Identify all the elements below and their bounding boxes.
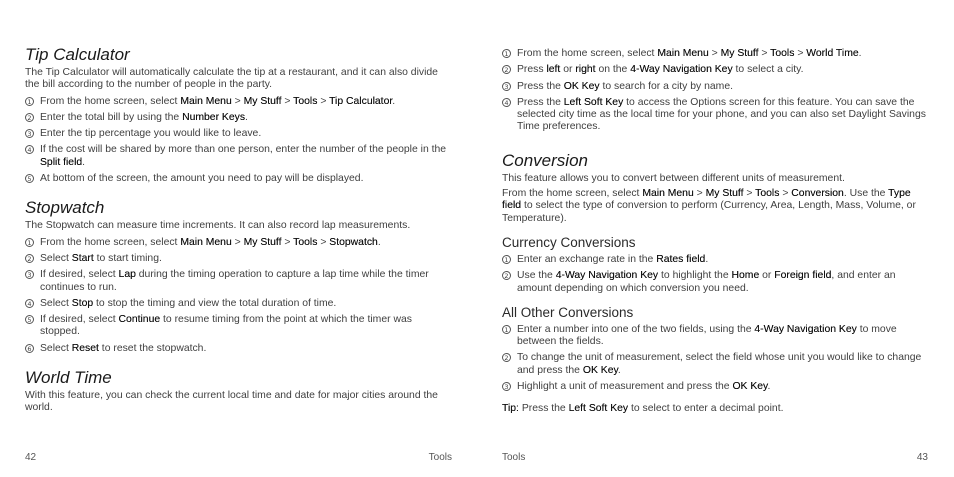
text-run: Press the <box>517 80 564 92</box>
page-number-left: 42 <box>25 452 37 463</box>
step-number-icon: 6 <box>25 344 34 353</box>
footer-section-left: Tools <box>428 452 452 463</box>
text-run: Select <box>40 342 72 354</box>
step-number-icon: 4 <box>502 98 511 107</box>
key-term: Main Menu <box>180 236 232 248</box>
step-item <box>25 298 453 310</box>
key-term: Tools <box>755 188 780 200</box>
text-run: > <box>281 236 294 248</box>
text-run: If desired, select <box>40 314 119 326</box>
key-term: Rates field <box>656 253 706 265</box>
step-number-icon: 2 <box>502 353 511 362</box>
text-run: > <box>743 188 756 200</box>
key-term: My Stuff <box>720 48 759 59</box>
currency-conversions-heading: Currency Conversions <box>502 234 636 250</box>
text-run: From the home screen, select <box>40 236 181 248</box>
text-run: > <box>708 48 721 59</box>
step-item <box>502 48 930 60</box>
key-term: right <box>575 64 596 76</box>
text-run: to access the Options screen for this feature. You can save the selected city time as the local time for your phone, and you can also set Daylight Savings Time preferences. <box>517 96 926 133</box>
text-run: If desired, select <box>40 269 119 281</box>
key-term: Tools <box>293 236 318 248</box>
text-run: Use the <box>517 270 556 282</box>
text-run: > <box>693 188 706 200</box>
tip-text <box>519 403 784 414</box>
step-item <box>502 81 930 93</box>
text-run: > <box>779 188 792 200</box>
step-number-icon: 1 <box>25 238 34 247</box>
key-term: Tip Calculator <box>329 95 393 107</box>
key-term: 4-Way Navigation Key <box>555 270 659 282</box>
step-number-icon: 1 <box>502 49 511 58</box>
text-run: to move between the fields. <box>517 323 897 348</box>
text-run: > <box>794 48 807 59</box>
text-run: during the timing operation to capture a lap time while the timer continues to run. <box>40 269 429 293</box>
key-term: Split field <box>40 156 83 168</box>
text-run: to stop the timing and view the total duration of time. <box>93 297 337 309</box>
text-run: > <box>317 95 330 107</box>
step-number-icon: 3 <box>25 270 34 279</box>
left-page <box>25 0 453 477</box>
key-term: left <box>546 64 561 76</box>
text-run: . Use the <box>843 188 889 200</box>
footer-section-right: Tools <box>502 452 526 463</box>
text-run: If the cost will be shared by more than one person, enter the number of the people in the <box>40 144 447 156</box>
step-item <box>25 343 453 355</box>
key-term: OK Key <box>563 80 600 92</box>
key-term: Lap <box>118 269 136 281</box>
text-run: Press <box>517 64 547 76</box>
key-term: Tools <box>770 48 795 59</box>
step-number-icon: 1 <box>25 97 34 106</box>
step-item <box>502 270 930 295</box>
key-term: 4-Way Navigation Key <box>754 323 857 335</box>
text-run: . <box>377 236 381 248</box>
world-time-heading: World Time <box>25 368 112 388</box>
page-number-right: 43 <box>916 452 928 463</box>
step-item <box>25 253 453 265</box>
key-term: My Stuff <box>705 188 744 200</box>
step-number-icon: 3 <box>502 82 511 91</box>
right-page <box>502 0 930 477</box>
conversion-instructions <box>502 188 930 225</box>
text-run: to resume timing from the point at which the timer was stopped. <box>40 314 412 338</box>
text-run: From the home screen, select <box>517 48 658 59</box>
step-number-icon: 4 <box>25 145 34 154</box>
text-run: Select <box>40 252 72 264</box>
step-item <box>25 112 453 124</box>
step-item <box>25 269 453 294</box>
text-run: . <box>82 156 86 168</box>
text-run: , and enter an amount depending on which conversion you need. <box>517 270 896 294</box>
step-item <box>502 97 930 134</box>
text-run: . <box>617 364 621 376</box>
text-run: Press the <box>518 403 569 415</box>
step-number-icon: 4 <box>25 299 34 308</box>
currency-conversions-steps <box>502 254 930 295</box>
tip-label: Tip: <box>502 403 519 415</box>
step-item <box>25 237 453 249</box>
text-run: > <box>281 95 294 107</box>
step-item <box>25 314 453 339</box>
text-run: Enter the total bill by using the <box>40 111 183 123</box>
text-run: to start timing. <box>93 252 162 264</box>
step-number-icon: 5 <box>25 174 34 183</box>
text-run: to select the type of conversion to perform (Currency, Area, Length, Mass, Volume, or Temperature). <box>502 200 916 224</box>
all-other-conversions-steps <box>502 324 930 393</box>
key-term: OK Key <box>732 381 768 393</box>
key-term: Foreign field <box>774 270 832 282</box>
key-term: Number Keys <box>182 111 246 123</box>
key-term: Conversion <box>791 188 844 200</box>
text-run: or <box>759 270 775 282</box>
right-column <box>502 48 930 416</box>
text-run: Select <box>40 297 72 309</box>
key-term: Home <box>731 270 760 282</box>
text-run: to select to enter a decimal point. <box>628 403 784 415</box>
key-term: Main Menu <box>642 188 694 200</box>
text-run: Press the <box>517 96 564 108</box>
text-run: to search for a city by name. <box>599 80 733 92</box>
world-time-intro: With this feature, you can check the current local time and date for major cities around the world. <box>25 390 438 414</box>
key-term: Main Menu <box>180 95 232 107</box>
world-time-steps <box>502 48 930 134</box>
step-number-icon: 2 <box>25 254 34 263</box>
text-run: From the home screen, select <box>40 95 181 107</box>
tip-calculator-steps <box>25 96 453 186</box>
step-item <box>25 144 453 169</box>
text-run: Highlight a unit of measurement and press the <box>517 381 733 393</box>
text-run: to highlight the <box>658 270 732 282</box>
key-term: Left Soft Key <box>568 403 629 415</box>
key-term: Stop <box>71 297 94 309</box>
step-number-icon: 3 <box>502 382 511 391</box>
key-term: Type field <box>502 188 911 212</box>
key-term: OK Key <box>582 364 618 376</box>
tip-calculator-intro: The Tip Calculator will automatically calculate the tip at a restaurant, and it can also divide the bill according to the number of people in the party. <box>25 67 438 91</box>
text-run: At bottom of the screen, the amount you need to pay will be displayed. <box>40 173 364 185</box>
text-run: > <box>317 236 330 248</box>
text-run: Enter an exchange rate in the <box>517 253 657 265</box>
left-column <box>25 45 453 415</box>
stopwatch-steps <box>25 237 453 355</box>
step-number-icon: 3 <box>25 129 34 138</box>
step-number-icon: 1 <box>502 325 511 334</box>
text-run: To change the unit of measurement, select the field whose unit you would like to change and press the <box>517 352 922 376</box>
text-run: . <box>392 95 396 107</box>
step-number-icon: 2 <box>502 65 511 74</box>
step-number-icon: 1 <box>502 255 511 264</box>
stopwatch-heading: Stopwatch <box>25 198 105 218</box>
key-term: Left Soft Key <box>563 96 624 108</box>
step-item <box>502 352 930 377</box>
key-term: World Time <box>806 48 859 59</box>
text-run: > <box>758 48 771 59</box>
key-term: Tools <box>293 95 318 107</box>
all-other-conversions-heading: All Other Conversions <box>502 304 634 320</box>
step-item <box>502 254 930 266</box>
key-term: 4-Way Navigation Key <box>630 64 733 76</box>
step-item <box>502 381 930 393</box>
key-term: Reset <box>71 342 99 354</box>
text-run: From the home screen, select <box>502 188 643 200</box>
text-run: to select a city. <box>732 64 804 76</box>
key-term: Stopwatch <box>329 236 378 248</box>
text-run: > <box>231 236 244 248</box>
key-term: My Stuff <box>243 236 282 248</box>
text-run: Enter the tip percentage you would like to leave. <box>40 128 262 140</box>
text-run: > <box>231 95 244 107</box>
tip-calculator-heading: Tip Calculator <box>25 45 130 64</box>
conversion-intro: This feature allows you to convert between different units of measurement. <box>502 172 845 184</box>
text-run: or <box>560 64 576 76</box>
key-term: Main Menu <box>657 48 709 59</box>
conversion-heading: Conversion <box>502 150 588 170</box>
step-item <box>25 128 453 140</box>
step-number-icon: 5 <box>25 315 34 324</box>
key-term: Continue <box>118 314 161 326</box>
text-run: . <box>767 381 771 393</box>
step-item <box>25 173 453 185</box>
step-item <box>502 64 930 76</box>
text-run: Enter a number into one of the two fields, using the <box>517 323 755 335</box>
step-item <box>502 324 930 349</box>
stopwatch-intro: The Stopwatch can measure time increments. It can also record lap measurements. <box>25 220 411 232</box>
text-run: . <box>705 253 709 265</box>
step-number-icon: 2 <box>502 271 511 280</box>
text-run: to reset the stopwatch. <box>98 342 207 354</box>
text-run: on the <box>595 64 631 76</box>
key-term: Start <box>71 252 94 264</box>
text-run: . <box>245 111 248 123</box>
step-number-icon: 2 <box>25 113 34 122</box>
step-item <box>25 96 453 108</box>
conversion-tip <box>502 403 930 415</box>
text-run: . <box>858 48 862 59</box>
key-term: My Stuff <box>243 95 282 107</box>
